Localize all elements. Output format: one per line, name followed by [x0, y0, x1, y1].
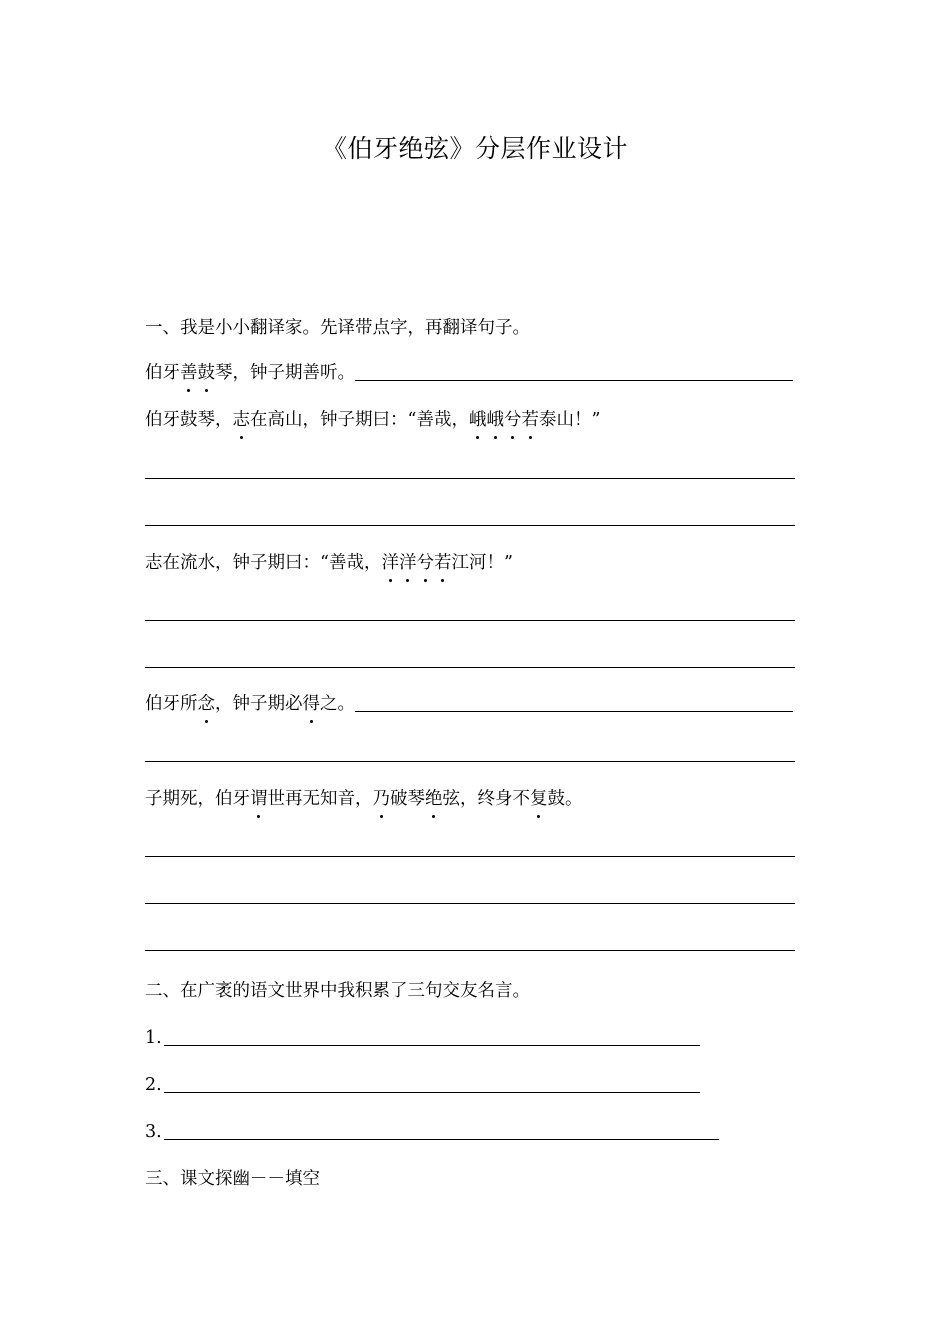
answer-line-3b[interactable] [145, 667, 795, 668]
quote-blank-3[interactable] [164, 1139, 719, 1140]
answer-line-2b[interactable] [145, 525, 795, 526]
dotted-character: 谓 [250, 785, 268, 813]
sentence-text: 子期死，伯牙 [145, 789, 250, 809]
sentence-text: 伯牙所 [145, 694, 198, 714]
sentence-text: 弦，终身不 [442, 789, 530, 809]
dotted-character: 念 [198, 690, 216, 718]
sentence-text: 破琴 [390, 789, 425, 809]
sentence-4-row [145, 690, 793, 718]
answer-line-5a[interactable] [145, 856, 795, 857]
answer-line-4[interactable] [145, 761, 795, 762]
dotted-character: 鼓 [198, 359, 216, 387]
dotted-character: 得 [303, 690, 321, 718]
dotted-character: 复 [530, 785, 548, 813]
dotted-character: 洋 [381, 549, 399, 577]
quote-item-2 [145, 1071, 700, 1099]
dotted-character: 若 [434, 549, 452, 577]
dotted-character: 峨 [486, 406, 504, 434]
quote-item-3 [145, 1118, 719, 1146]
section1-heading: 一、我是小小翻译家。先译带点字，再翻译句子。 [145, 318, 530, 338]
sentence-text: 鼓。 [547, 789, 583, 809]
quote-number-3: 3. [145, 1122, 162, 1142]
answer-line-5b[interactable] [145, 903, 795, 904]
sentence-1-row [145, 359, 793, 387]
dotted-character: 兮 [416, 549, 434, 577]
sentence-text: ，钟子期必 [215, 694, 303, 714]
quote-item-1 [145, 1024, 700, 1052]
sentence-3 [145, 549, 513, 577]
dotted-character: 兮 [504, 406, 522, 434]
sentence-1 [145, 359, 355, 387]
quote-number-1: 1. [145, 1028, 162, 1048]
answer-blank-1[interactable] [355, 380, 793, 381]
sentence-text: 之。 [320, 694, 355, 714]
sentence-text: 志在流水，钟子期曰：“善哉， [145, 553, 382, 573]
dotted-character: 善 [180, 359, 198, 387]
sentence-text: 在高山，钟子期曰：“善哉， [250, 410, 469, 430]
sentence-2 [145, 406, 600, 434]
dotted-character: 乃 [373, 785, 391, 813]
sentence-text: 世再无知音， [267, 789, 373, 809]
dotted-character: 若 [521, 406, 539, 434]
dotted-character: 峨 [469, 406, 487, 434]
section2-heading: 二、在广袤的语文世界中我积累了三句交友名言。 [145, 981, 530, 1001]
sentence-4 [145, 690, 355, 718]
sentence-text: 泰山！” [538, 410, 601, 430]
dotted-character: 洋 [399, 549, 417, 577]
quote-number-2: 2. [145, 1075, 162, 1095]
section3-heading: 三、课文探幽－－填空 [145, 1169, 320, 1189]
dotted-character: 志 [233, 406, 251, 434]
sentence-text: 江河！” [451, 553, 513, 573]
quote-blank-2[interactable] [164, 1092, 700, 1093]
answer-line-2a[interactable] [145, 478, 795, 479]
quote-blank-1[interactable] [164, 1045, 700, 1046]
sentence-text: 伯牙 [145, 363, 180, 383]
answer-line-5c[interactable] [145, 950, 795, 951]
answer-line-3a[interactable] [145, 620, 795, 621]
answer-blank-4[interactable] [355, 711, 793, 712]
page-title: 《伯牙绝弦》分层作业设计 [321, 134, 628, 163]
sentence-5 [145, 785, 583, 813]
sentence-text: 琴，钟子期善听。 [215, 363, 355, 383]
sentence-text: 伯牙鼓琴， [145, 410, 233, 430]
dotted-character: 绝 [425, 785, 443, 813]
